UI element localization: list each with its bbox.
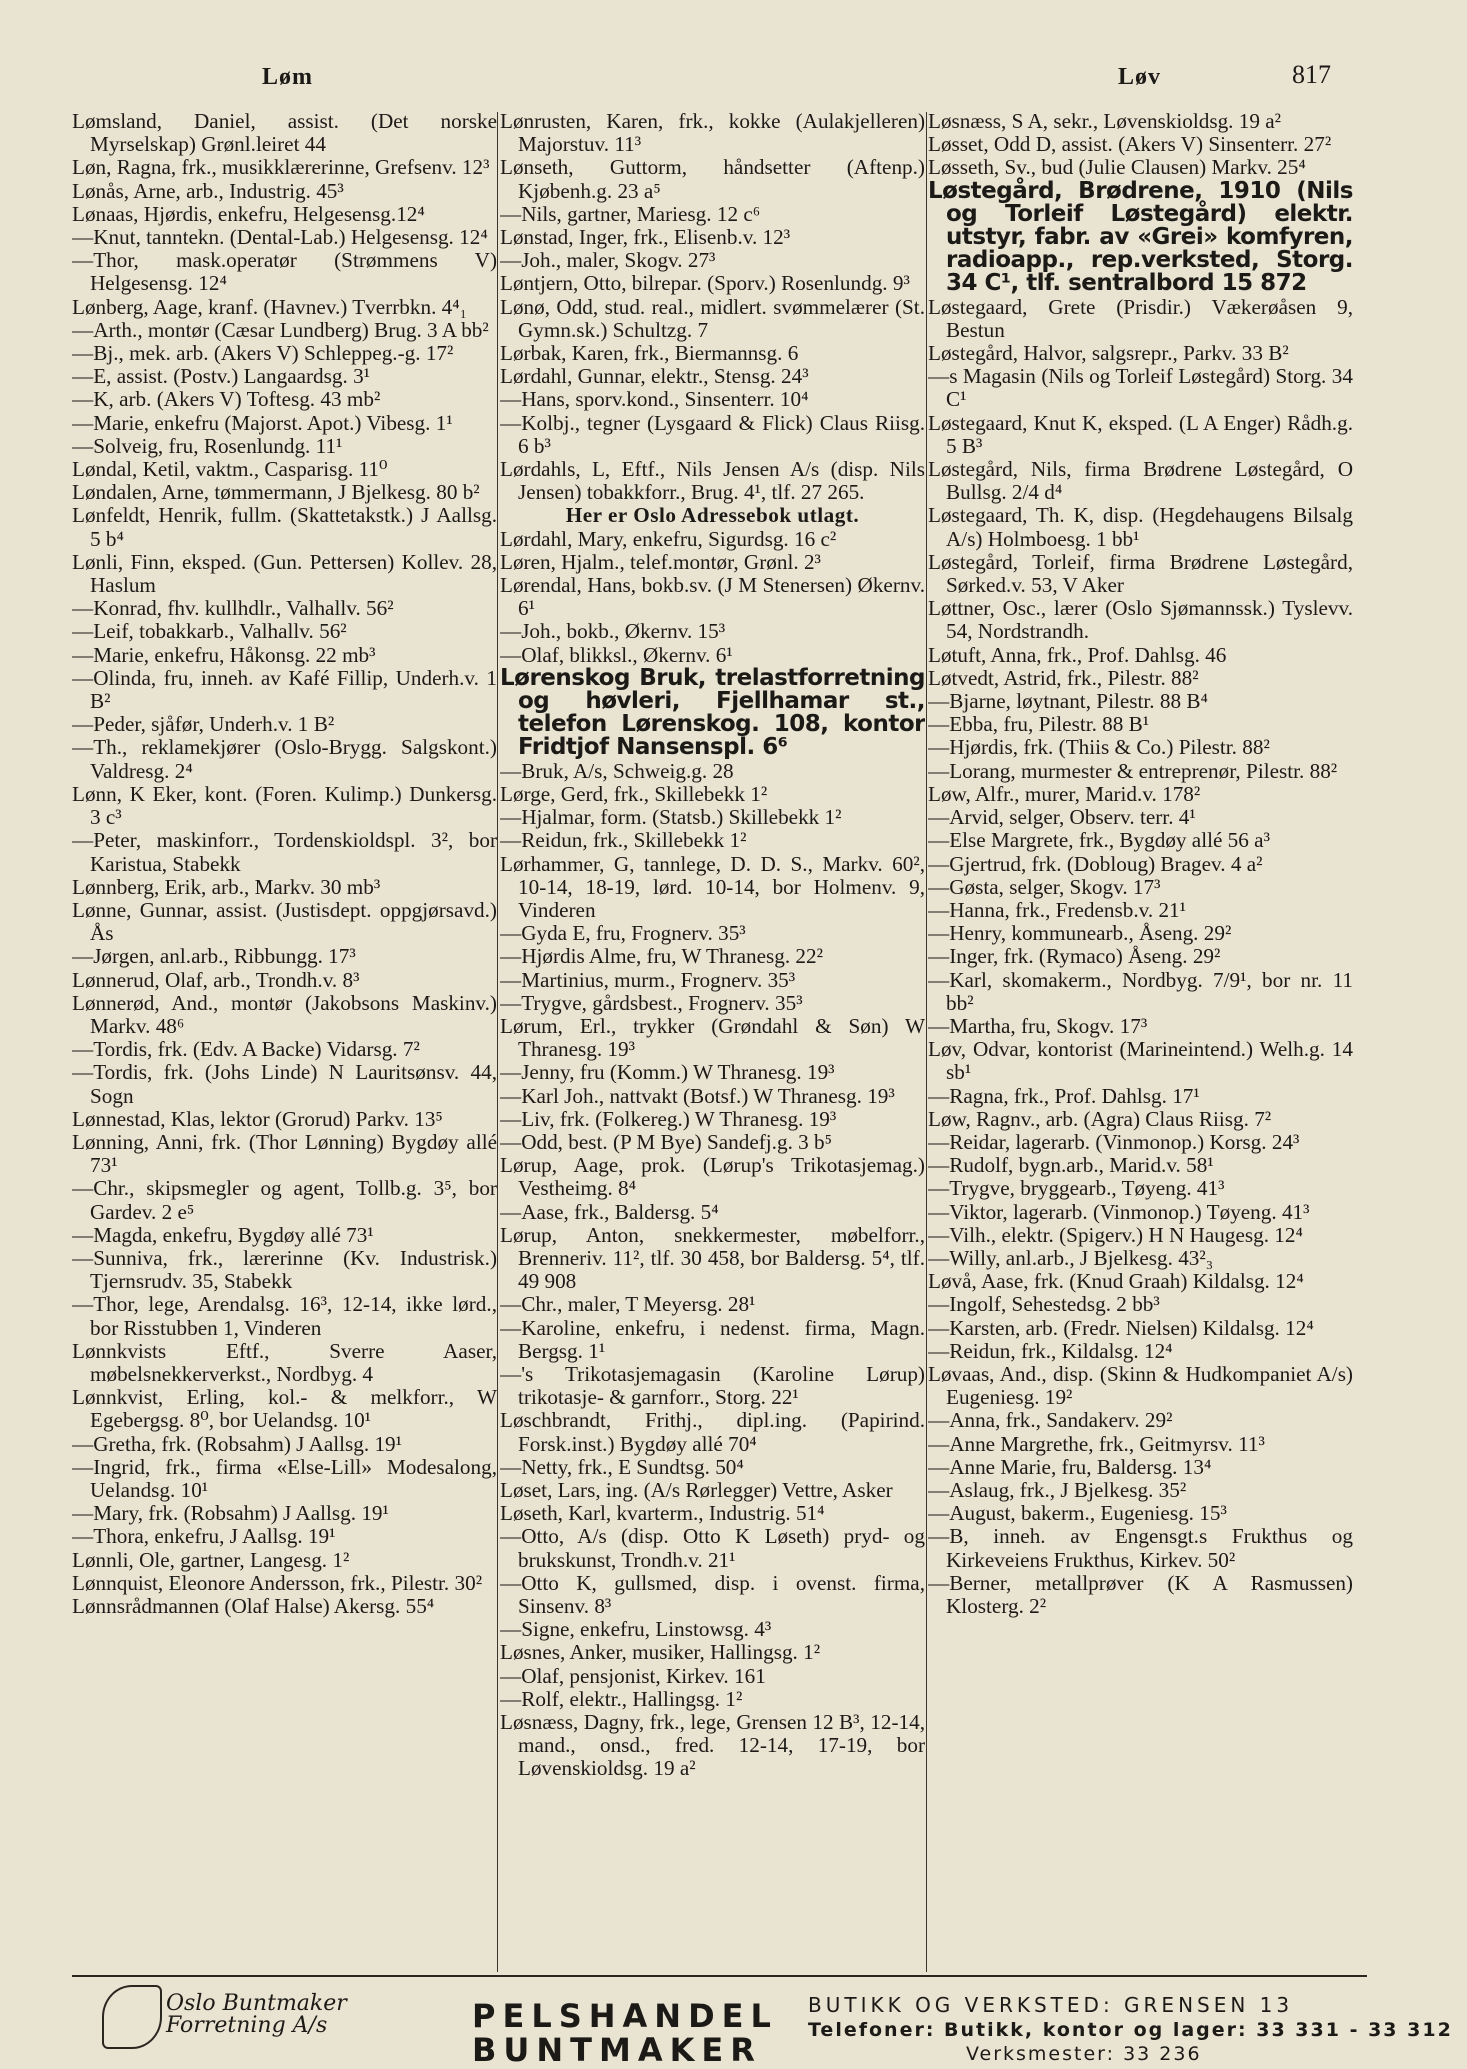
directory-entry: —Jenny, fru (Komm.) W Thranesg. 19³ [500,1060,835,1085]
logo-text-line-2: Forretning A/s [166,2013,328,2038]
directory-entry: —Reidar, lagerarb. (Vinmonop.) Korsg. 24³ [928,1129,1300,1154]
directory-entry: Lønstad, Inger, frk., Elisenb.v. 12³ [500,225,791,250]
directory-entry: Løn, Ragna, frk., musikklærerinne, Grefsenv. 12³ [72,155,490,180]
directory-entry: —Joh., bokb., Økernv. 15³ [500,619,726,644]
directory-entry: Løseth, Karl, kvarterm., Industrig. 51⁴ [500,1501,825,1526]
directory-entry: —Rolf, elektr., Hallingsg. 1² [500,1686,743,1711]
directory-entry: —Otto K, gullsmed, disp. i ovenst. firma, Sinsenv. 8³ [500,1570,925,1618]
directory-entry: —Joh., maler, Skogv. 27³ [500,248,716,273]
directory-entry: —Anne Margrethe, frk., Geitmyrsv. 11³ [928,1431,1265,1456]
directory-entry: —Ingrid, frk., firma «Else-Lill» Modesalong, Uelandsg. 10¹ [72,1454,497,1502]
directory-column-2 [500,110,925,1960]
directory-entry: —Thor, lege, Arendalsg. 16³, 12-14, ikke lørd., bor Risstubben 1, Vinderen [72,1292,497,1340]
directory-entry: —Mary, frk. (Robsahm) J Aallsg. 19¹ [72,1501,389,1526]
directory-entry: —August, bakerm., Eugeniesg. 15³ [928,1501,1227,1526]
directory-entry: —Willy, anl.arb., J Bjelkesg. 43²₃ [928,1245,1214,1270]
directory-entry: Lørendal, Hans, bokb.sv. (J M Stenersen) Økernv. 6¹ [500,573,925,621]
directory-entry: Løset, Lars, ing. (A/s Rørlegger) Vettre, Asker [500,1477,893,1502]
directory-entry: Løstegaard, Knut K, eksped. (L A Enger) Rådh.g. 5 B³ [928,410,1353,458]
logo-emblem-icon [102,1985,162,2049]
directory-entry: —Berner, metallprøver (K A Rasmussen) Klosterg. 2² [928,1570,1353,1618]
directory-entry: Lønberg, Aage, kranf. (Havnev.) Tverrbkn. 4⁴₁ [72,294,468,319]
directory-entry: —Trygve, gårdsbest., Frognerv. 35³ [500,990,803,1015]
directory-entry: —Magda, enkefru, Bygdøy allé 73¹ [72,1222,374,1247]
directory-entry: —Leif, tobakkarb., Valhallv. 56² [72,619,347,644]
directory-entry: Løntjern, Otto, bilrepar. (Sporv.) Rosenlundg. 9³ [500,271,910,296]
directory-entry: Lørenskog Bruk, trelastforretning og høvleri, Fjellhamar st., telefon Lørenskog. 108, kontor Fridtjof Nansenspl. 6⁶ [500,664,925,761]
directory-entry: —Lorang, murmester & entreprenør, Pilestr. 88² [928,758,1338,783]
directory-entry: —Olaf, blikksl., Økernv. 6¹ [500,642,733,667]
directory-entry: —Bjarne, løytnant, Pilestr. 88 B⁴ [928,689,1208,714]
directory-entry: —Ragna, frk., Prof. Dahlsg. 17¹ [928,1083,1200,1108]
directory-entry: Løtuft, Anna, frk., Prof. Dahlsg. 46 [928,642,1227,667]
directory-entry: —Jørgen, anl.arb., Ribbungg. 17³ [72,944,356,969]
directory-entry: —Marie, enkefru, Håkonsg. 22 mb³ [72,642,376,667]
directory-entry: Løvaas, And., disp. (Skinn & Hudkompaniet A/s) Eugeniesg. 19² [928,1361,1353,1410]
directory-entry: Lønne, Gunnar, assist. (Justisdept. oppgjørsavd.) Ås [72,897,497,946]
directory-entry: Løvå, Aase, frk. (Knud Graah) Kildalsg. 12⁴ [928,1269,1304,1294]
directory-entry: Lørge, Gerd, frk., Skillebekk 1² [500,781,768,806]
directory-entry: Lønning, Anni, frk. (Thor Lønning) Bygdøy allé 73¹ [72,1129,497,1178]
directory-entry: —E, assist. (Postv.) Langaardsg. 3¹ [72,364,371,389]
directory-entry: —Th., reklamekjører (Oslo-Brygg. Salgskont.) Valdresg. 2⁴ [72,735,497,783]
directory-entry: —Anna, frk., Sandakerv. 29² [928,1408,1173,1433]
directory-entry: —Peder, sjåfør, Underh.v. 1 B² [72,712,335,737]
directory-entry: —Henry, kommunearb., Åseng. 29² [928,921,1232,946]
directory-entry: Lønseth, Guttorm, håndsetter (Aftenp.) Kjøbenh.g. 23 a⁵ [500,155,925,203]
directory-entry: Lønnkvist, Erling, kol.- & melkforr., W Egebergsg. 8⁰, bor Uelandsg. 10¹ [72,1385,497,1433]
directory-entry: —Hjalmar, form. (Statsb.) Skillebekk 1² [500,805,842,830]
header-right-guide-word: Løv [1118,64,1162,90]
directory-entry: —Karl Joh., nattvakt (Botsf.) W Thranesg. 19³ [500,1083,895,1108]
directory-entry: —Aase, frk., Baldersg. 5⁴ [500,1199,719,1224]
directory-entry: Lønnli, Ole, gartner, Langesg. 1² [72,1547,350,1572]
directory-entry: —Gyda E, fru, Frognerv. 35³ [500,921,746,946]
directory-entry: Lønaas, Hjørdis, enkefru, Helgesensg.12⁴ [72,201,425,226]
directory-entry: —Rudolf, bygn.arb., Marid.v. 58¹ [928,1153,1214,1178]
directory-entry: Lørdahl, Mary, enkefru, Sigurdsg. 16 c² [500,526,837,551]
directory-entry: —Tordis, frk. (Edv. A Backe) Vidarsg. 7² [72,1037,420,1062]
directory-entry: Lønnsrådmannen (Olaf Halse) Akersg. 55⁴ [72,1594,435,1618]
directory-entry: —Ebba, fru, Pilestr. 88 B¹ [928,712,1150,737]
directory-entry: —Hjørdis, frk. (Thiis & Co.) Pilestr. 88² [928,735,1270,760]
directory-entry: —Konrad, fhv. kullhdlr., Valhallv. 56² [72,596,394,621]
directory-entry: Løsnes, Anker, musiker, Hallingsg. 1² [500,1640,821,1665]
directory-entry: —Gjertrud, frk. (Dobloug) Bragev. 4 a² [928,851,1263,876]
directory-entry: Løstegård, Halvor, salgsrepr., Parkv. 33 B² [928,341,1289,366]
directory-entry: —Vilh., elektr. (Spigerv.) H N Haugesg. 12⁴ [928,1222,1303,1247]
directory-entry: Lønrusten, Karen, frk., kokke (Aulakjelleren) Majorstuv. 11³ [500,110,925,157]
directory-entry: Løndal, Ketil, vaktm., Casparisg. 11⁰ [72,457,388,482]
directory-entry: —Reidun, frk., Skillebekk 1² [500,828,747,853]
advertiser-logo [102,1989,442,2045]
directory-entry: —Kolbj., tegner (Lysgaard & Flick) Claus Riisg. 6 b³ [500,410,925,458]
directory-entry: Lønås, Arne, arb., Industrig. 45³ [72,178,344,203]
ad-address: BUTIKK OG VERKSTED: GRENSEN 13 [808,1993,1294,2017]
directory-entry: Løstegaard, Grete (Prisdir.) Vækerøåsen 9, Bestun [928,294,1353,342]
advertisement-banner [72,1975,1453,2069]
page-header [0,60,1467,104]
directory-entry: —Odd, best. (P M Bye) Sandefj.g. 3 b⁵ [500,1129,833,1154]
logo-script-text [166,1993,347,2037]
directory-entry: —Arth., montør (Cæsar Lundberg) Brug. 3 A bb² [72,317,489,342]
directory-entry: —Martha, fru, Skogv. 17³ [928,1013,1148,1038]
directory-entry: Løndalen, Arne, tømmermann, J Bjelkesg. 80 b² [72,480,480,505]
directory-entry: —Bj., mek. arb. (Akers V) Schleppeg.-g. 17² [72,341,454,366]
directory-entry: —Viktor, lagerarb. (Vinmonop.) Tøyeng. 41³ [928,1199,1310,1224]
directory-entry: —Nils, gartner, Mariesg. 12 c⁶ [500,201,761,226]
directory-entry: —Karsten, arb. (Fredr. Nielsen) Kildalsg. 12⁴ [928,1315,1314,1340]
column-divider [497,112,498,1972]
directory-entry: Løstegård, Brødrene, 1910 (Nils og Torleif Løstegård) elektr. utstyr, fabr. av «Grei» komfyren, radioapp., rep.verksted, Storg. 34 C¹, tlf. sentralbord 15 872 [928,177,1353,297]
directory-entry: —Else Margrete, frk., Bygdøy allé 56 a³ [928,828,1270,853]
directory-entry: —Anne Marie, fru, Baldersg. 13⁴ [928,1454,1212,1479]
directory-entry: —Liv, frk. (Folkereg.) W Thranesg. 19³ [500,1106,837,1131]
directory-entry: Løttner, Osc., lærer (Oslo Sjømannssk.) Tyslevv. 54, Nordstrandh. [928,596,1353,644]
directory-entry: —Ingolf, Sehestedsg. 2 bb³ [928,1292,1160,1317]
directory-entry: —Karoline, enkefru, i nedenst. firma, Magn. Bergsg. 1¹ [500,1315,925,1363]
directory-entry: Løstegaard, Th. K, disp. (Hegdehaugens Bilsalg A/s) Holmboesg. 1 bb¹ [928,503,1353,551]
directory-entry: —'s Trikotasjemagasin (Karoline Lørup) trikotasje- & garnforr., Storg. 22¹ [500,1361,925,1410]
directory-entry: Løstegård, Torleif, firma Brødrene Løstegård, Sørked.v. 53, V Aker [928,549,1353,598]
directory-entry: Løren, Hjalm., telef.montør, Grønl. 2³ [500,549,821,574]
directory-entry: —Peter, maskinforr., Tordenskioldspl. 3², bor Karistua, Stabekk [72,828,497,876]
directory-entry: —Inger, frk. (Rymaco) Åseng. 29² [928,944,1221,969]
directory-entry: —Knut, tanntekn. (Dental-Lab.) Helgesensg. 12⁴ [72,225,488,250]
ad-phones: Telefoner: Butikk, kontor og lager: 33 331 - 33 312 [808,2019,1453,2041]
directory-entry: —Arvid, selger, Observ. terr. 4¹ [928,805,1196,830]
directory-entry: Lørhammer, G, tannlege, D. D. S., Markv. 60², 10-14, 18-19, lørd. 10-14, bor Holmenv. 9, Vinderen [500,851,925,922]
directory-entry: Løsnæss, Dagny, frk., lege, Grensen 12 B³, 12-14, mand., onsd., fred. 12-14, 17-19, bor Løvenskioldsg. 19 a² [500,1710,925,1781]
directory-entry: —Marie, enkefru (Majorst. Apot.) Vibesg. 1¹ [72,410,453,435]
ad-title-buntmaker: BUNTMAKER [472,2031,762,2069]
directory-note: Her er Oslo Adressebok utlagt. [565,503,860,528]
directory-entry: —Chr., maler, T Meyersg. 28¹ [500,1292,756,1317]
directory-entry: Lønnquist, Eleonore Andersson, frk., Pilestr. 30² [72,1570,483,1595]
header-left-guide-word: Løm [262,64,313,90]
directory-entry: —Signe, enkefru, Linstowsg. 4³ [500,1617,772,1642]
directory-entry: Løsseth, Sv., bud (Julie Clausen) Markv. 25⁴ [928,155,1306,180]
directory-entry: —Solveig, fru, Rosenlundg. 11¹ [72,433,343,458]
directory-entry: —Trygve, bryggearb., Tøyeng. 41³ [928,1176,1225,1201]
directory-entry: Lønnerød, And., montør (Jakobsons Maskinv.) Markv. 48⁶ [72,990,497,1038]
ad-workshop-phone: Verksmester: 33 236 [966,2043,1202,2065]
ad-title-pelshandel: PELSHANDEL [472,1997,778,2035]
directory-entry: Lønli, Finn, eksped. (Gun. Pettersen) Kollev. 28, Haslum [72,549,497,598]
directory-entry: Løstegård, Nils, firma Brødrene Løstegård, O Bullsg. 2/4 d⁴ [928,457,1353,505]
directory-entry: —Bruk, A/s, Schweig.g. 28 [500,758,734,783]
directory-entry: Lønn, K Eker, kont. (Foren. Kulimp.) Dunkersg. 3 c³ [72,781,497,830]
directory-entry: Lørbak, Karen, frk., Biermannsg. 6 [500,341,799,366]
directory-entry: —Tordis, frk. (Johs Linde) N Lauritsønsv. 44, Sogn [72,1060,497,1108]
directory-entry: —Sunniva, frk., lærerinne (Kv. Industrisk.) Tjernsrudv. 35, Stabekk [72,1245,497,1294]
directory-entry: —Olaf, pensjonist, Kirkev. 161 [500,1663,766,1688]
directory-entry: Lømsland, Daniel, assist. (Det norske Myrselskap) Grønl.leiret 44 [72,110,497,157]
directory-entry: Lønnerud, Olaf, arb., Trondh.v. 8³ [72,967,360,992]
directory-entry: —s Magasin (Nils og Torleif Løstegård) Storg. 34 C¹ [928,364,1353,412]
directory-entry: Lønfeldt, Henrik, fullm. (Skattetakstk.) J Aallsg. 5 b⁴ [72,503,497,551]
directory-entry: —Thora, enkefru, J Aallsg. 19¹ [72,1524,336,1549]
directory-entry: Lørup, Anton, snekkermester, møbelforr., Brenneriv. 11², tlf. 30 458, bor Baldersg. 5⁴, tlf. 49 908 [500,1222,925,1294]
directory-entry: Lørup, Aage, prok. (Lørup's Trikotasjemag.) Vestheimg. 8⁴ [500,1153,925,1201]
directory-entry: Lønnkvists Eftf., Sverre Aaser, møbelsnekkerverkst., Nordbyg. 4 [72,1338,497,1386]
directory-entry: —K, arb. (Akers V) Toftesg. 43 mb² [72,387,381,412]
logo-text-line-1: Oslo Buntmaker [166,1991,347,2016]
directory-entry: Løw, Ragnv., arb. (Agra) Claus Riisg. 7² [928,1106,1272,1131]
directory-entry: —Netty, frk., E Sundtsg. 50⁴ [500,1454,744,1479]
directory-entry: —Otto, A/s (disp. Otto K Løseth) pryd- og brukskunst, Trondh.v. 21¹ [500,1524,925,1572]
directory-entry: Løsnæss, S A, sekr., Løvenskioldsg. 19 a² [928,110,1282,133]
column-divider [926,112,927,1972]
directory-entry: —Gøsta, selger, Skogv. 17³ [928,874,1161,899]
directory-entry: Løschbrandt, Frithj., dipl.ing. (Papirind. Forsk.inst.) Bygdøy allé 70⁴ [500,1408,925,1456]
directory-entry: —Chr., skipsmegler og agent, Tollb.g. 3⁵, bor Gardev. 2 e⁵ [72,1176,497,1224]
directory-entry: —Reidun, frk., Kildalsg. 12⁴ [928,1338,1173,1363]
directory-entry: Lørdahls, L, Eftf., Nils Jensen A/s (disp. Nils Jensen) tobakkforr., Brug. 4¹, tlf. 27 265. [500,457,925,505]
directory-entry: Lønnberg, Erik, arb., Markv. 30 mb³ [72,874,381,899]
directory-entry: —Martinius, murm., Frognerv. 35³ [500,967,796,992]
directory-entry: Lønnestad, Klas, lektor (Grorud) Parkv. 13⁵ [72,1106,443,1131]
directory-entry: —Karl, skomakerm., Nordbyg. 7/9¹, bor nr. 11 bb² [928,967,1353,1015]
directory-entry: —Olinda, fru, inneh. av Kafé Fillip, Underh.v. 1 B² [72,665,497,714]
directory-entry: —Aslaug, frk., J Bjelkesg. 35² [928,1477,1187,1502]
directory-entry: Løtvedt, Astrid, frk., Pilestr. 88² [928,665,1199,690]
directory-entry: —Hans, sporv.kond., Sinsenterr. 10⁴ [500,387,809,412]
directory-column-1 [72,110,497,1960]
directory-entry: Lørum, Erl., trykker (Grøndahl & Søn) W Thranesg. 19³ [500,1013,925,1062]
directory-entry: Løv, Odvar, kontorist (Marineintend.) Welh.g. 14 sb¹ [928,1037,1353,1085]
directory-entry: Lørdahl, Gunnar, elektr., Stensg. 24³ [500,364,809,389]
directory-entry: —Hjørdis Alme, fru, W Thranesg. 22² [500,944,823,969]
directory-entry: —Gretha, frk. (Robsahm) J Aallsg. 19¹ [72,1431,402,1456]
directory-entry: —Thor, mask.operatør (Strømmens V) Helgesensg. 12⁴ [72,248,497,296]
directory-entry: —Hanna, frk., Fredensb.v. 21¹ [928,897,1186,922]
directory-entry: Lønø, Odd, stud. real., midlert. svømmelærer (St. Gymn.sk.) Schultzg. 7 [500,294,925,342]
directory-entry: Løw, Alfr., murer, Marid.v. 178² [928,781,1201,806]
directory-entry: —B, inneh. av Engensgt.s Frukthus og Kirkeveiens Frukthus, Kirkev. 50² [928,1524,1353,1572]
page-number: 817 [1292,60,1331,89]
directory-column-3 [928,110,1353,1960]
directory-entry: Løsset, Odd D, assist. (Akers V) Sinsenterr. 27² [928,132,1332,157]
